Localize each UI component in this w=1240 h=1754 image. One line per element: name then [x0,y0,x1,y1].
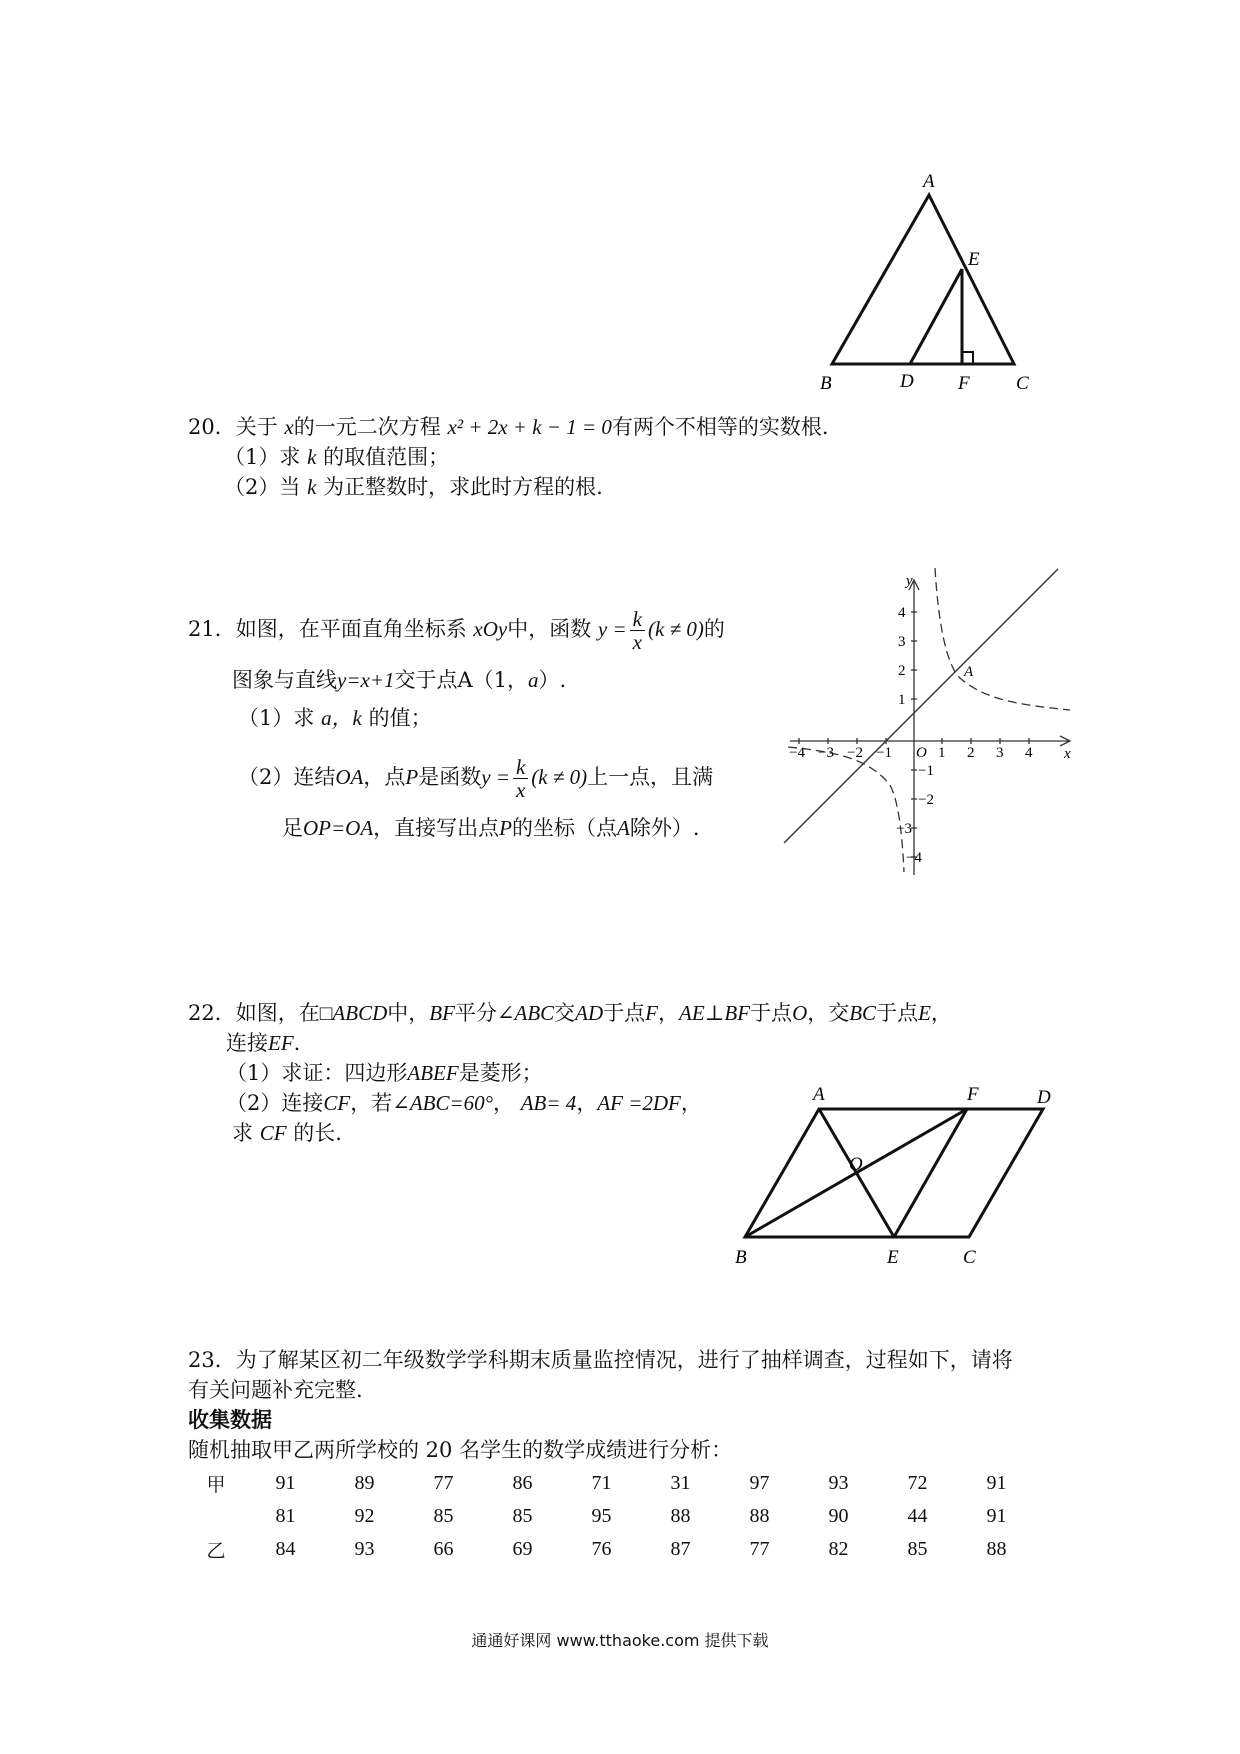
q22-text: ， [680,1091,702,1115]
table-row [186,1500,1036,1533]
q21-p: P [499,816,512,840]
q22-af: AF =2DF [597,1091,681,1115]
q20-var-k: k [307,445,317,469]
q21-text: 除外）. [629,816,700,840]
q22-text: 的长. [293,1121,342,1145]
q21-text: ，直接写出点 [373,816,500,840]
table-row [186,1467,1036,1500]
label-c: C [1016,373,1029,394]
q21-text: 交于点 [394,668,458,692]
q20-part2 [224,472,603,502]
row-label [186,1500,246,1533]
q23-section-title: 收集数据 [188,1408,272,1432]
q22-text: （1）求证：四边形 [226,1061,408,1085]
q22-text: . [293,1031,301,1055]
q20-text: （1）求 [224,445,301,469]
q21-text: ，点 [363,765,406,789]
coordinate-graph [780,560,1080,880]
right-angle-mark [962,352,973,364]
label-c: C [963,1247,976,1268]
table-cell: 88 [670,1505,691,1527]
y-tick-label: −1 [918,763,934,779]
q21-text: 上一点，且满 [587,765,714,789]
x-tick-label: −3 [818,745,834,761]
q22-text: ，交 [807,1001,850,1025]
table-cell: 71 [591,1472,612,1494]
parallelogram-figure [735,1085,1065,1275]
q21-func-lhs: y = [481,765,510,789]
q21-text: 如图，在平面直角坐标系 [235,617,467,641]
q22-part1 [226,1058,543,1088]
table-cell: 90 [828,1505,849,1527]
table-cell: 82 [828,1538,849,1560]
table-row [186,1533,1036,1566]
q23-text: 为了解某区初二年级数学学科期末质量监控情况，进行了抽样调查，过程如下，请将 [235,1348,1013,1372]
table-cell: 66 [433,1538,454,1560]
q22-cf: CF [259,1121,287,1145]
x-tick-label: 2 [967,745,975,761]
table-cell: 88 [986,1538,1007,1560]
q21-line-eq: y=x+1 [337,668,395,692]
table-cell: 76 [591,1538,612,1560]
q21-fraction-2 [513,756,528,801]
q22-text: 中， [387,1001,430,1025]
label-e: E [968,249,980,270]
q23-intro: 随机抽取甲乙两所学校的 20 名学生的数学成绩进行分析： [188,1438,733,1462]
label-d: D [900,371,914,392]
q22-text: 是菱形； [458,1061,543,1085]
q22-bf: BF [429,1001,455,1025]
q21-line2 [232,665,566,695]
q22-text: 于点 [750,1001,793,1025]
q22-f: F [645,1001,658,1025]
q22-ad: AD [575,1001,604,1025]
q21-var-a: a [528,668,539,692]
q22-bc: BC [849,1001,877,1025]
fraction-denominator: x [632,630,642,654]
table-cell: 93 [354,1538,375,1560]
x-tick-label: 1 [938,745,946,761]
q21-condition: (k ≠ 0) [531,765,588,789]
q22-text: （2）连接 [226,1091,324,1115]
origin-label: O [916,745,927,761]
table-cell: 44 [907,1505,928,1527]
q22-text: 平分 [454,1001,497,1025]
segment-ef [894,1109,967,1237]
q21-text: 图象与直线 [232,668,337,692]
q22-text: ， [493,1091,515,1115]
table-cell: 87 [670,1538,691,1560]
q21-condition: (k ≠ 0) [648,617,704,641]
table-cell: 93 [828,1472,849,1494]
q23-stem-1 [188,1345,1013,1375]
q21-text: （2）连结 [238,765,336,789]
table-cell: 89 [354,1472,375,1494]
q20-text: 有两个不相等的实数根. [611,415,829,439]
y-tick-label: −2 [918,792,934,808]
q21-text: （1）求 [238,706,315,730]
fraction-denominator: x [515,778,526,802]
q20-text: 关于 [235,415,278,439]
y-tick-label: 2 [898,663,906,679]
q22-text: 求 [232,1121,253,1145]
q21-func-lhs: y = [597,617,627,641]
q21-text: 的值； [368,706,432,730]
q22-line2 [226,1028,300,1058]
table-cell: 92 [354,1505,375,1527]
q21-number: 21． [188,617,236,641]
y-tick-label: 3 [898,634,906,650]
q23-number: 23． [188,1348,236,1372]
label-b: B [820,373,832,394]
q20-stem [188,412,829,442]
q22-text: ， [576,1091,598,1115]
label-d: D [1037,1087,1051,1108]
q21-stem [188,608,725,653]
x-tick-label: 4 [1025,745,1033,761]
table-cell: 86 [512,1472,533,1494]
q22-perp: AE⊥BF [679,1001,751,1025]
q22-text: ，若 [350,1091,393,1115]
q20-text: 的取值范围； [323,445,450,469]
page-footer: 通通好课网 www.tthaoke.com 提供下载 [471,1631,769,1650]
table-cell: 72 [907,1472,928,1494]
q22-angle-cond: ∠ABC=60° [392,1091,494,1115]
table-cell: 91 [275,1472,296,1494]
table-cell: 69 [512,1538,533,1560]
score-table [186,1467,1036,1566]
label-a: A [923,171,935,192]
label-f: F [958,373,970,394]
q21-condition-op: OP=OA [303,816,374,840]
q21-oa: OA [335,765,364,789]
q22-text: 连接 [226,1031,268,1055]
fraction-numerator: k [630,608,645,631]
segment-de [910,269,962,364]
q20-text: （2）当 [224,475,301,499]
x-tick-label: 3 [996,745,1004,761]
label-e: E [887,1247,899,1268]
q21-text: 的坐标（点 [512,816,617,840]
q21-text: 足 [282,816,303,840]
table-cell: 95 [591,1505,612,1527]
x-tick-label: −2 [847,745,863,761]
q20-var-x: x [284,415,294,439]
q21-point-a: A（1， [457,668,529,692]
table-cell: 91 [986,1472,1007,1494]
row-label: 乙 [206,1540,226,1562]
point-a-label: A [964,664,974,680]
q21-p: P [405,765,419,789]
q22-e: E [918,1001,931,1025]
q22-text: ， [930,1001,952,1025]
q20-equation: x² + 2x + k − 1 = 0 [447,415,612,439]
q23-text: 有关问题补充完整. [188,1378,363,1402]
q22-number: 22． [188,1001,236,1025]
y-tick-label: 4 [898,605,906,621]
y-tick-label: 1 [898,692,906,708]
q22-stem [188,998,952,1028]
q22-ab: AB= 4 [520,1091,577,1115]
q21-system: xOy [473,617,508,641]
table-cell: 85 [512,1505,533,1527]
label-a: A [813,1085,825,1105]
parallelogram-abcd [745,1109,1043,1237]
table-cell: 85 [907,1538,928,1560]
q22-o: O [792,1001,808,1025]
q22-angle: ∠ABC [496,1001,555,1025]
fraction-numerator: k [513,756,528,779]
q22-parallelogram: □ABCD [319,1001,388,1025]
y-tick-label: −4 [906,850,922,866]
x-tick-label: −1 [876,745,892,761]
y-tick-label: −3 [896,821,912,837]
q21-fraction [630,608,645,653]
table-cell: 84 [275,1538,296,1560]
q21-part1 [238,703,432,733]
x-tick-labels [789,745,1033,761]
hyperbola-branch-q3 [788,747,904,872]
q20-text: 的一元二次方程 [293,415,441,439]
q21-part2-line2 [282,813,700,843]
label-b: B [735,1247,747,1268]
hyperbola-branch-q1 [935,568,1070,710]
q21-text: 是函数 [418,765,482,789]
table-cell: 85 [433,1505,454,1527]
q22-part2 [226,1088,702,1118]
y-tick-labels [896,605,934,866]
x-axis-label: x [1064,746,1071,762]
table-cell: 91 [986,1505,1007,1527]
q22-cf: CF [323,1091,351,1115]
q21-text: 的 [703,617,725,641]
q23-stem-2 [188,1375,363,1405]
label-o: O [849,1154,863,1175]
q22-part2-line3 [232,1118,342,1148]
triangle-figure [820,165,1040,395]
q20-text: 为正整数时，求此时方程的根. [323,475,603,499]
label-f: F [967,1085,979,1105]
q20-part1 [224,442,449,472]
q22-ef: EF [268,1031,294,1055]
q22-abef: ABEF [407,1061,459,1085]
q22-text: ， [658,1001,679,1025]
table-cell: 31 [670,1472,691,1494]
q21-vars: a，k [321,706,362,730]
x-tick-label: −4 [789,745,805,761]
table-cell: 97 [749,1472,770,1494]
q22-text: 于点 [603,1001,646,1025]
row-label: 甲 [206,1474,226,1496]
q20-number: 20． [188,415,236,439]
table-cell: 81 [275,1505,296,1527]
table-cell: 77 [749,1538,770,1560]
q22-text: 交 [554,1001,576,1025]
table-cell: 88 [749,1505,770,1527]
q21-part2 [238,756,713,801]
table-cell: 77 [433,1472,454,1494]
q20-var-k: k [307,475,317,499]
q21-text: 中，函数 [507,617,592,641]
q21-a: A [617,816,630,840]
y-axis-label: y [906,573,913,589]
q22-text: 于点 [876,1001,919,1025]
q21-text: ）. [538,668,567,692]
q22-text: 如图，在 [235,1001,320,1025]
